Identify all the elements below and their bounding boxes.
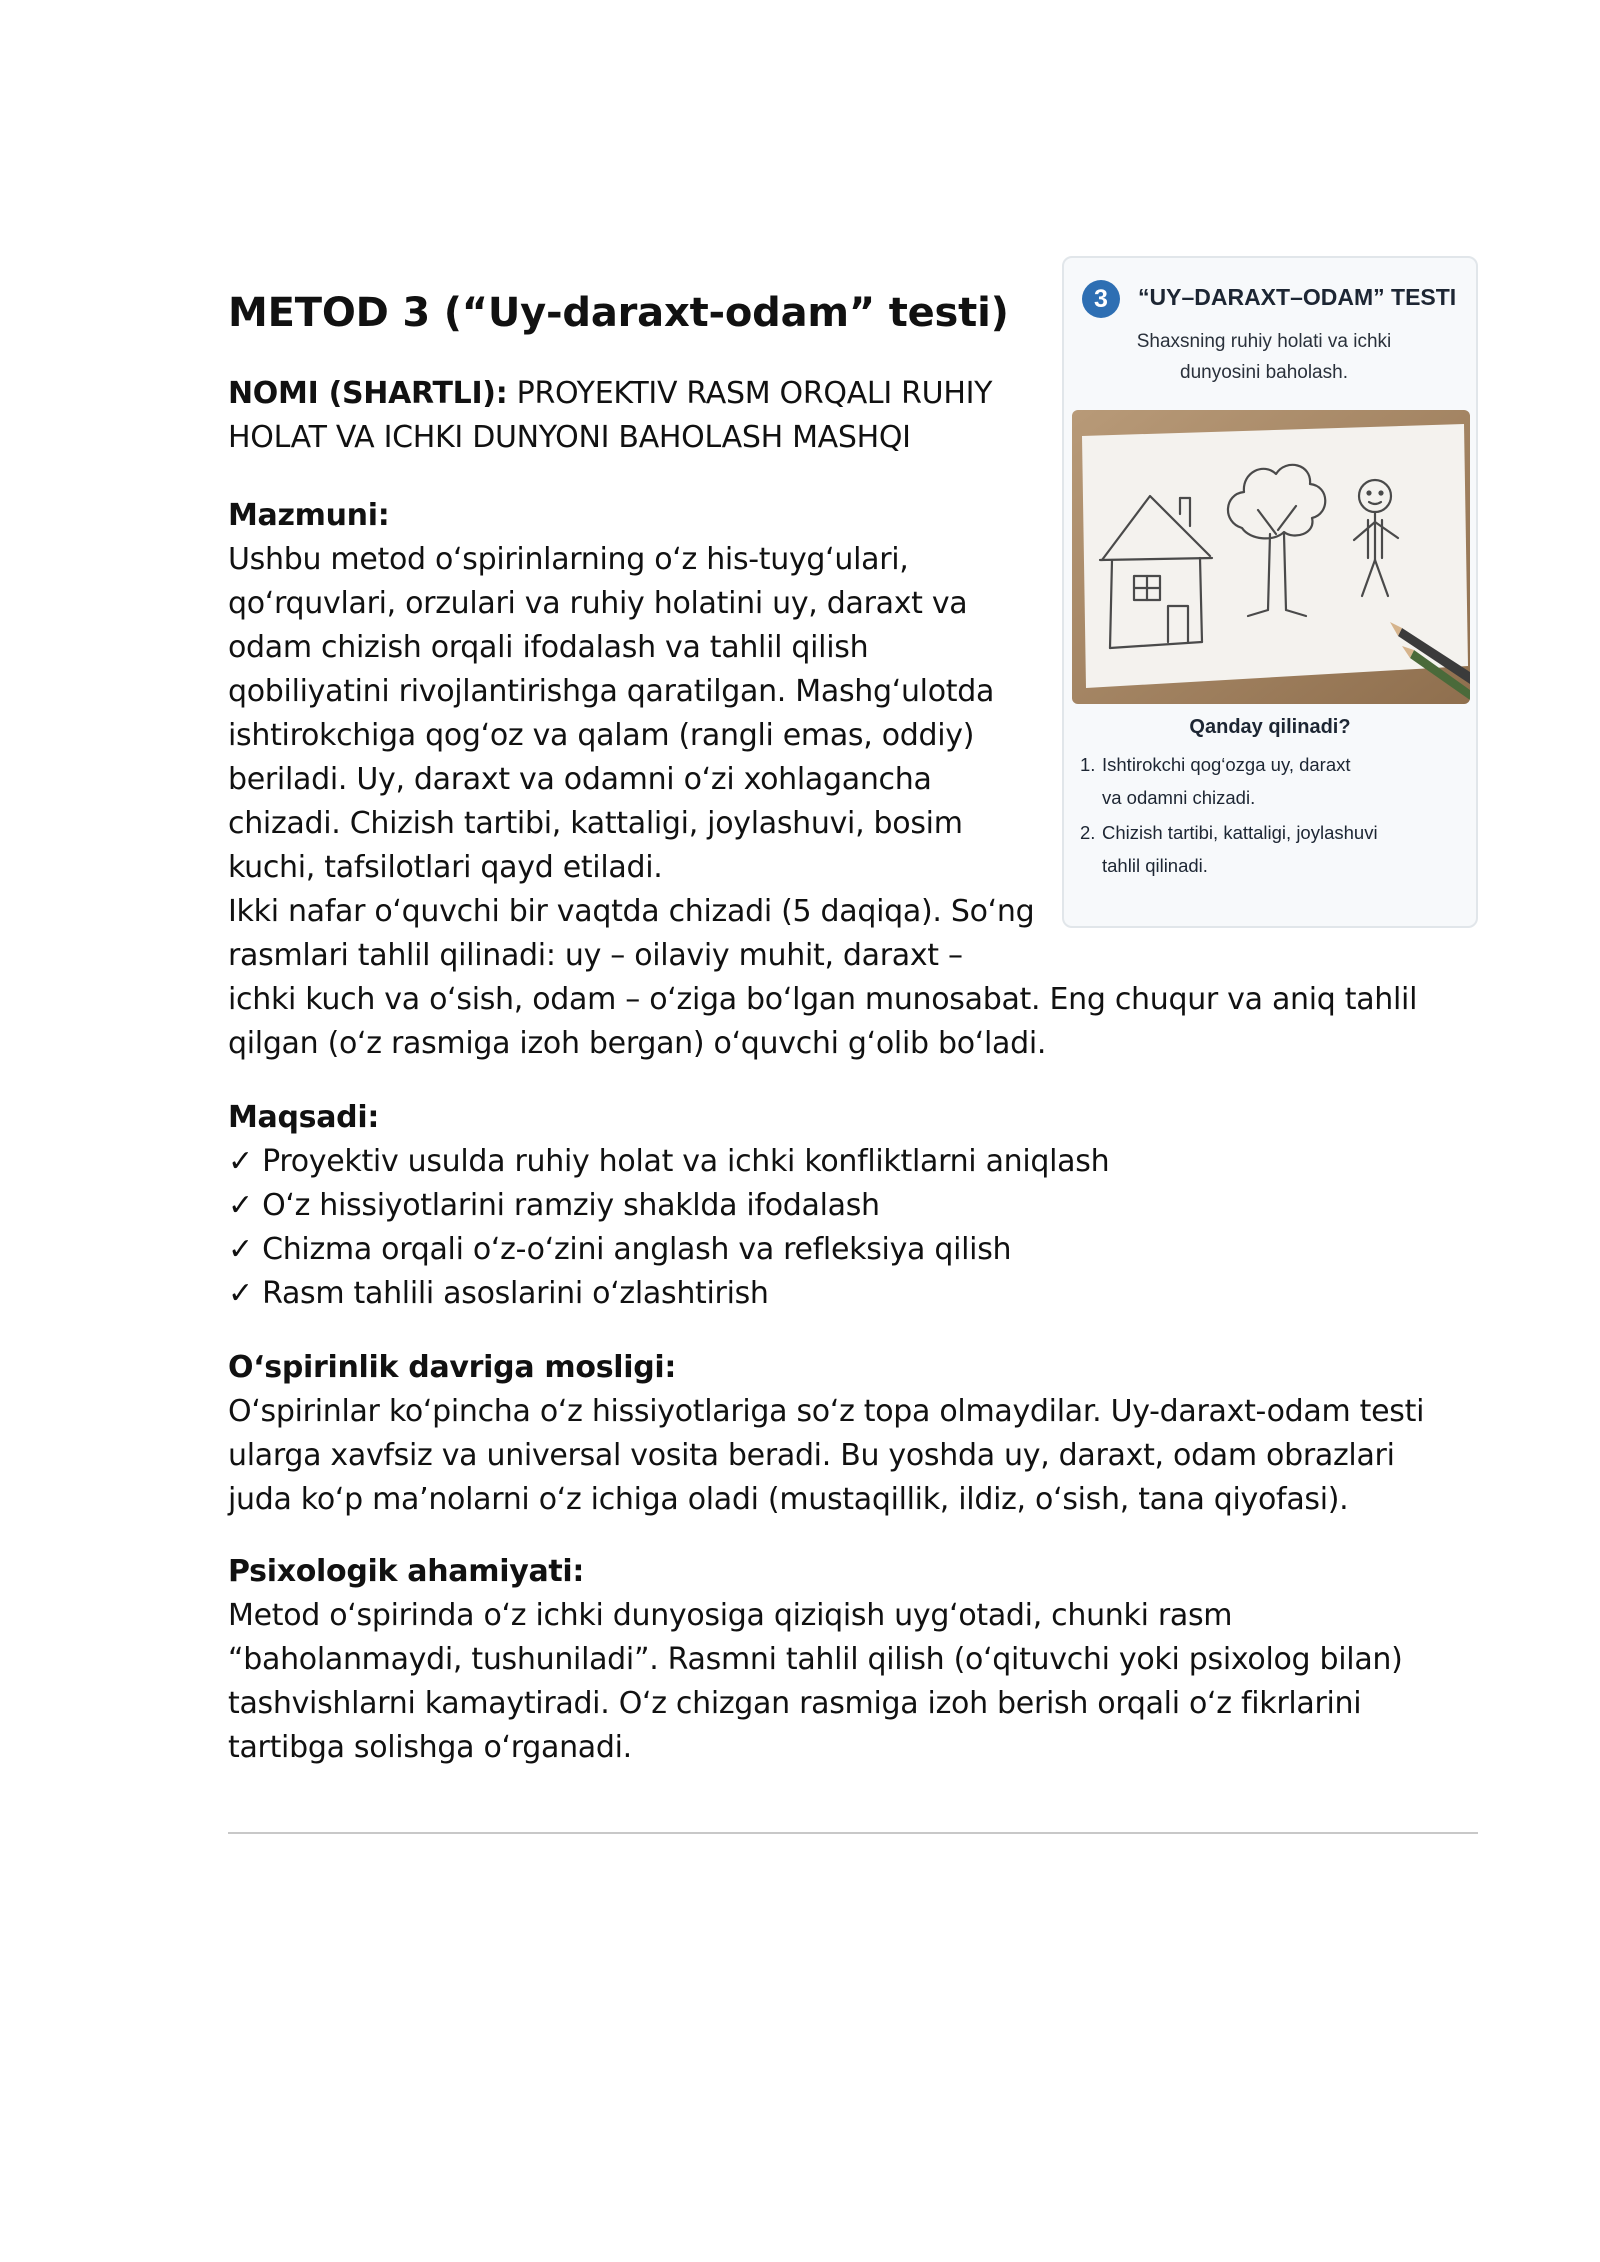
method-number-badge: 3 (1082, 280, 1120, 318)
mazmuni-line: odam chizish orqali ifodalash va tahlil qilish (228, 630, 869, 665)
step-text: Ishtirokchi qog‘ozga uy, daraxt (1102, 754, 1351, 775)
ahamiyati-line: Metod o‘spirinda o‘z ichki dunyosiga qiziqish uyg‘otadi, chunki rasm (228, 1598, 1233, 1633)
moslik-line: juda ko‘p ma’nolarni o‘z ichiga oladi (mustaqillik, ildiz, o‘sish, tana qiyofasi). (228, 1482, 1349, 1517)
ahamiyati-heading: Psixologik ahamiyati: (228, 1554, 585, 1589)
card-title: “UY–DARAXT–ODAM” TESTI (1138, 284, 1457, 310)
mazmuni-heading: Mazmuni: (228, 498, 390, 533)
mazmuni-line: qobiliyatini rivojlantirishga qaratilgan. Mashg‘ulotda (228, 674, 995, 709)
step-text: Chizish tartibi, kattaligi, joylashuvi (1102, 822, 1378, 843)
mazmuni-line: kuchi, tafsilotlari qayd etiladi. (228, 850, 663, 885)
nomi-block (228, 372, 1058, 460)
card-step-1 (1080, 748, 1460, 814)
card-subtitle-line: Shaxsning ruhiy holati va ichki (1136, 331, 1392, 352)
mazmuni-line: qo‘rquvlari, orzulari va ruhiy holatini uy, daraxt va (228, 586, 968, 621)
ahamiyati-line: tashvishlarni kamaytiradi. O‘z chizgan rasmiga izoh berish orqali o‘z fikrlarini (228, 1686, 1362, 1721)
moslik-heading: O‘spirinlik davriga mosligi: (228, 1350, 677, 1385)
ahamiyati-line: “baholanmaydi, tushuniladi”. Rasmni tahlil qilish (o‘qituvchi yoki psixolog bilan) (228, 1642, 1403, 1677)
nomi-label: NOMI (SHARTLI): (228, 376, 508, 411)
goal-item: ✓ O‘z hissiyotlarini ramziy shaklda ifodalash (228, 1188, 880, 1223)
mazmuni-line: qilgan (o‘z rasmiga izoh bergan) o‘quvchi g‘olib bo‘ladi. (228, 1026, 1047, 1061)
step-text: tahlil qilinadi. (1102, 855, 1208, 876)
method-info-card (1062, 256, 1478, 928)
ahamiyati-line: tartibga solishga o‘rganadi. (228, 1730, 632, 1765)
mazmuni-line: rasmlari tahlil qilinadi: uy – oilaviy muhit, daraxt – (228, 938, 963, 973)
moslik-line: ularga xavfsiz va universal vosita beradi. Bu yoshda uy, daraxt, odam obrazlari (228, 1438, 1395, 1473)
card-subtitle (1104, 326, 1424, 388)
ahamiyati-section (228, 1550, 1478, 1770)
goal-item: ✓ Proyektiv usulda ruhiy holat va ichki konfliktlarni aniqlash (228, 1144, 1110, 1179)
step-number: 2. (1080, 822, 1096, 843)
moslik-line: O‘spirinlar ko‘pincha o‘z hissiyotlariga so‘z topa olmaydilar. Uy-daraxt-odam testi (228, 1394, 1425, 1429)
mazmuni-line: chizadi. Chizish tartibi, kattaligi, joylashuvi, bosim (228, 806, 963, 841)
step-text: va odamni chizadi. (1102, 787, 1256, 808)
nomi-line-2: HOLAT VA ICHKI DUNYONI BAHOLASH MASHQI (228, 420, 911, 455)
moslik-section (228, 1346, 1478, 1522)
nomi-line-1: PROYEKTIV RASM ORQALI RUHIY (507, 376, 993, 411)
page-title: METOD 3 (“Uy-daraxt-odam” testi) (228, 290, 1009, 336)
card-question: Qanday qilinadi? (1189, 716, 1351, 738)
goal-item: ✓ Rasm tahlili asoslarini o‘zlashtirish (228, 1276, 769, 1311)
mazmuni-line: Ushbu metod o‘spirinlarning o‘z his-tuyg‘ulari, (228, 542, 909, 577)
mazmuni-continuation (228, 978, 1478, 1066)
mazmuni-line: Ikki nafar o‘quvchi bir vaqtda chizadi (5 daqiqa). So‘ng (228, 894, 1035, 929)
card-subtitle-line: dunyosini baholash. (1180, 362, 1348, 383)
drawing-illustration (1072, 410, 1470, 704)
maqsadi-heading: Maqsadi: (228, 1100, 380, 1135)
mazmuni-line: ichki kuch va o‘sish, odam – o‘ziga bo‘lgan munosabat. Eng chuqur va aniq tahlil (228, 982, 1418, 1017)
mazmuni-line: ishtirokchiga qog‘oz va qalam (rangli emas, oddiy) (228, 718, 975, 753)
goal-item: ✓ Chizma orqali o‘z-o‘zini anglash va refleksiya qilish (228, 1232, 1012, 1267)
step-number: 1. (1080, 754, 1096, 775)
mazmuni-line: beriladi. Uy, daraxt va odamni o‘zi xohlagancha (228, 762, 932, 797)
bottom-divider (228, 1832, 1478, 1834)
mazmuni-section (228, 494, 1058, 978)
card-step-2 (1080, 816, 1460, 882)
maqsadi-section (228, 1096, 1478, 1316)
house-tree-person-drawing-icon (1072, 410, 1470, 704)
